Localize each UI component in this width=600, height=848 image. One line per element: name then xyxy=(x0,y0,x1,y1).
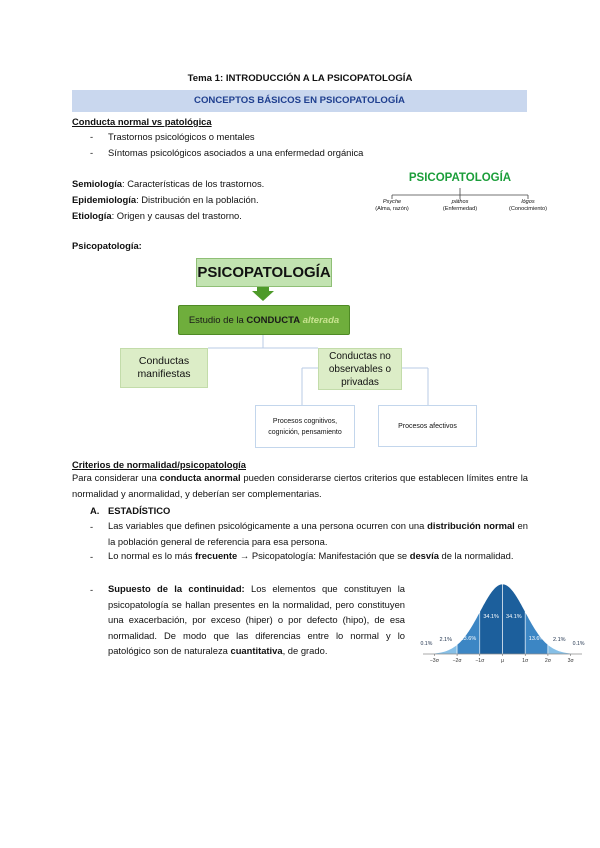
page-title: Tema 1: INTRODUCCIÓN A LA PSICOPATOLOGÍA xyxy=(187,73,413,84)
criteria-a-label: A. xyxy=(90,505,100,516)
segment-area xyxy=(434,645,457,654)
criteria-intro: Para considerar una conducta anormal pueden considerarse ciertos criterios que establecen límites entre la normalidad y anormalidad, y deberían ser complementarias. xyxy=(72,472,528,499)
tick-label: −3σ xyxy=(429,658,439,664)
tick-label: 3σ xyxy=(567,658,574,664)
data-label-percent: 2.1% xyxy=(439,637,452,643)
diagram-top-box: PSICOPATOLOGÍA xyxy=(196,258,332,287)
bullet-dash: - xyxy=(90,147,94,158)
diagram-affective-box: Procesos afectivos xyxy=(378,405,477,447)
tick-label: −2σ xyxy=(452,658,462,664)
tick-label: 2σ xyxy=(544,658,551,664)
section-banner: CONCEPTOS BÁSICOS EN PSICOPATOLOGÍA xyxy=(72,90,527,112)
data-label-tail: 0.1% xyxy=(420,641,433,647)
segment-area xyxy=(525,612,548,654)
list-item: Trastornos psicológicos o mentales xyxy=(108,131,255,142)
criteria-bullet-1: Las variables que definen psicológicamente a una persona ocurren con una distribución normal en la población general de referencia para esa persona. xyxy=(108,520,528,547)
definition-semiologia: Semiología: Características de los trastornos. xyxy=(72,178,265,189)
data-label-percent: 34.1% xyxy=(483,614,499,620)
bullet-dash: - xyxy=(90,551,94,562)
segment-area xyxy=(457,612,480,654)
tick-label: 1σ xyxy=(522,658,529,664)
data-label-tail: 0.1% xyxy=(572,641,585,647)
tick-label: −1σ xyxy=(475,658,485,664)
tick-label: μ xyxy=(501,658,504,664)
definition-epidemiologia: Epidemiología: Distribución en la población. xyxy=(72,194,259,205)
segment-area xyxy=(548,645,571,654)
data-label-percent: 13.6% xyxy=(460,636,477,642)
bullet-dash: - xyxy=(90,131,94,142)
psicopatologia-label: Psicopatología: xyxy=(72,240,142,251)
section-heading-criterios: Criterios de normalidad/psicopatología xyxy=(72,459,246,470)
data-label-percent: 2.1% xyxy=(553,637,566,643)
diagram-study-box: Estudio de la CONDUCTA alterada xyxy=(178,305,350,335)
bullet-dash: - xyxy=(90,584,94,595)
etymology-part-psyche: Psyche (Alma, razón) xyxy=(375,199,409,212)
bullet-dash: - xyxy=(90,521,94,532)
data-label-percent: 13.6% xyxy=(528,636,545,642)
etymology-part-logos: lógos (Conocimiento) xyxy=(509,199,547,212)
diagram-private-box: Conductas no observables o privadas xyxy=(318,348,402,390)
list-item: Síntomas psicológicos asociados a una enfermedad orgánica xyxy=(108,147,364,158)
section-heading-conducta: Conducta normal vs patológica xyxy=(72,116,212,127)
diagram-cognitive-box: Procesos cognitivos, cognición, pensamiento xyxy=(255,405,355,448)
criteria-bullet-2: Lo normal es lo más frecuente → Psicopatología: Manifestación que se desvía de la normalidad. xyxy=(108,550,514,561)
criteria-a-title: ESTADÍSTICO xyxy=(108,505,171,516)
etymology-part-pathos: páthos (Enfermedad) xyxy=(442,199,478,212)
normal-distribution-chart xyxy=(415,578,590,678)
etymology-title: PSICOPATOLOGÍA xyxy=(408,172,512,184)
criteria-bullet-3: Supuesto de la continuidad: Los elementos que constituyen la psicopatología se hallan presentes en la normalidad, pero constituyen una exacerbación, por exceso (hiper) o por defecto (hipo), de esa normalidad. De modo que las diferencias entre lo normal y lo patológico son de naturaleza cuantitativa, de grado. xyxy=(108,583,405,657)
definition-etiologia: Etiología: Origen y causas del trastorno. xyxy=(72,210,242,221)
diagram-manifest-box: Conductas manifiestas xyxy=(120,348,208,388)
data-label-percent: 34.1% xyxy=(506,614,522,620)
